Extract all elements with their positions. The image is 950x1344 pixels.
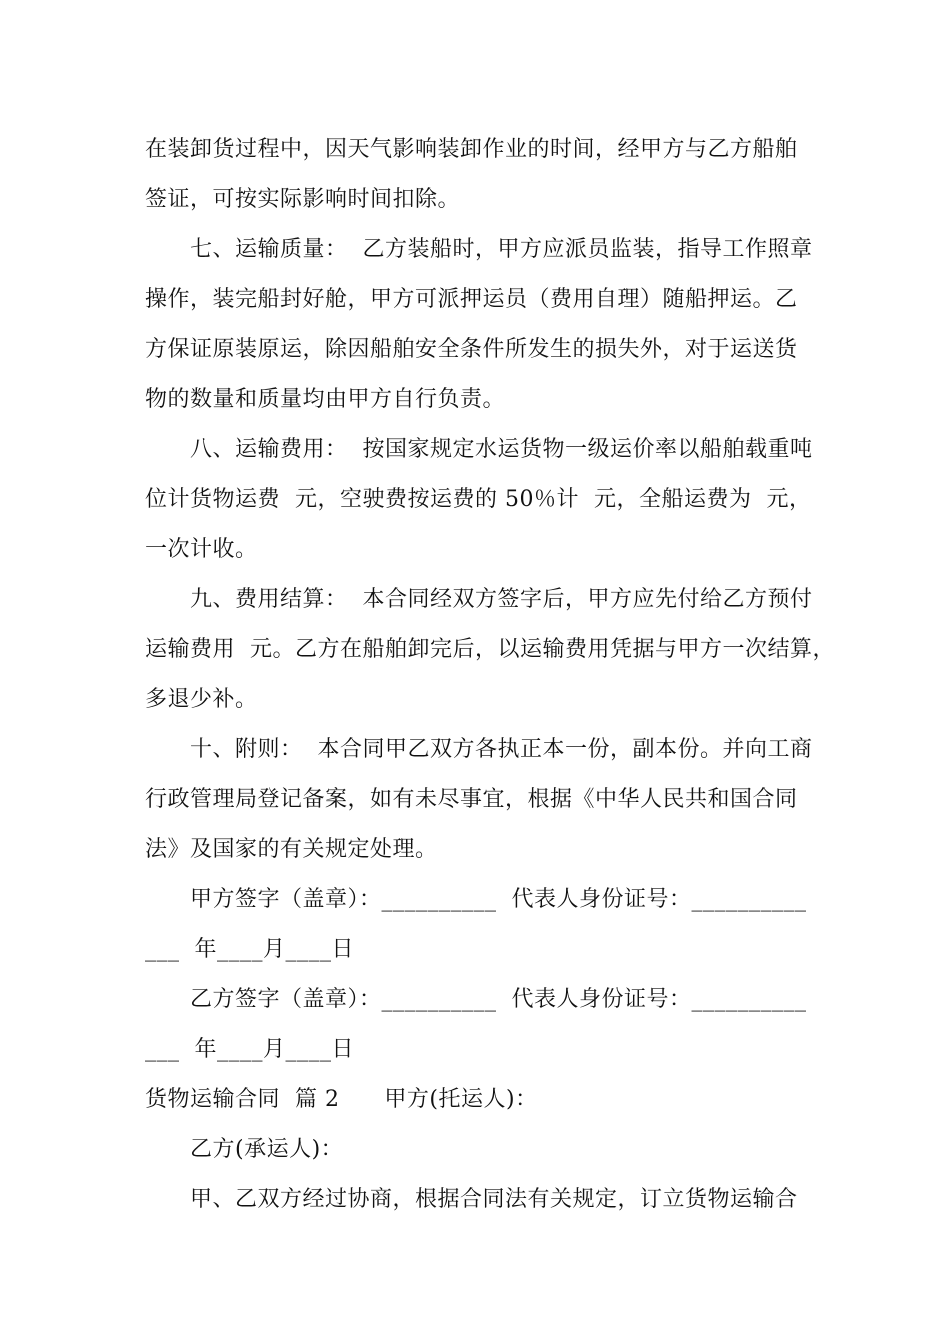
party-b-date-line: ___ 年____月____日 [145,1037,354,1062]
clause-9-line-2: 运输费用 元。乙方在船舶卸完后，以运输费用凭据与甲方一次结算， [145,637,835,662]
clause-7-heading-line: 七、运输质量： 乙方装船时，甲方应派员监装，指导工作照章 [190,237,813,262]
clause-10-line-2: 行政管理局登记备案，如有未尽事宜，根据《中华人民共和国合同 [145,787,798,812]
paragraph-6-line-2: 签证，可按实际影响时间扣除。 [145,187,461,212]
clause-8-line-3: 一次计收。 [145,537,258,562]
party-a-signature-line: 甲方签字（盖章）：__________ 代表人身份证号：__________ [190,887,807,912]
carrier-line: 乙方(承运人)： [190,1137,344,1162]
clause-7-line-4: 物的数量和质量均由甲方自行负责。 [145,387,506,412]
clause-10-heading-line: 十、附则： 本合同甲乙双方各执正本一份，副本份。并向工商 [190,737,813,762]
clause-8-heading-line: 八、运输费用： 按国家规定水运货物一级运价率以船舶载重吨 [190,437,813,462]
clause-7-line-3: 方保证原装原运，除因船舶安全条件所发生的损失外，对于运送货 [145,337,798,362]
contract-2-intro-line: 甲、乙双方经过协商，根据合同法有关规定，订立货物运输合 [190,1187,798,1212]
clause-9-line-3: 多退少补。 [145,687,258,712]
party-a-date-line: ___ 年____月____日 [145,937,354,962]
clause-9-heading-line: 九、费用结算： 本合同经双方签字后，甲方应先付给乙方预付 [190,587,813,612]
paragraph-6-line-1: 在装卸货过程中，因天气影响装卸作业的时间，经甲方与乙方船舶 [145,137,798,162]
clause-7-line-2: 操作，装完船封好舱，甲方可派押运员（费用自理）随船押运。乙 [145,287,798,312]
party-b-signature-line: 乙方签字（盖章）：__________ 代表人身份证号：__________ [190,987,807,1012]
clause-8-line-2: 位计货物运费 元，空驶费按运费的 50％计 元，全船运费为 元， [145,487,812,512]
contract-2-title-line: 货物运输合同 篇 2 甲方(托运人)： [145,1087,538,1112]
clause-10-line-3: 法》及国家的有关规定处理。 [145,837,438,862]
